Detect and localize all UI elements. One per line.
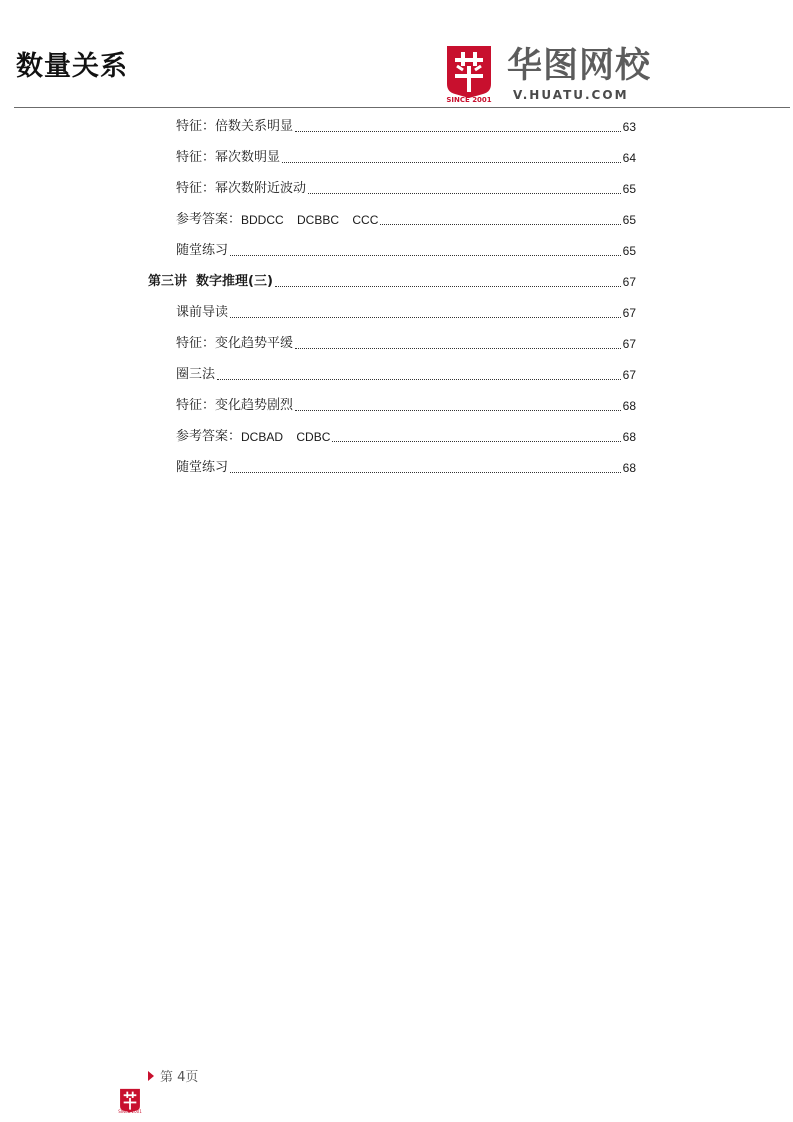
toc-entry-page: 65	[622, 244, 636, 258]
toc-entry-page: 67	[622, 275, 636, 289]
toc-entry-page: 63	[622, 120, 636, 134]
toc-entry[interactable]	[176, 179, 636, 199]
toc-entry-label: 特征：幂次数明显	[176, 150, 281, 165]
toc-leader-dots	[282, 162, 621, 163]
toc-entry-label: 随堂练习	[176, 460, 229, 475]
toc-entry-page: 65	[622, 182, 636, 196]
toc-entry[interactable]	[176, 148, 636, 168]
header-divider	[14, 107, 790, 108]
toc-entry[interactable]	[176, 396, 636, 416]
toc-leader-dots	[275, 286, 621, 287]
logo-since-text: SINCE 2001	[446, 96, 492, 104]
toc-leader-dots	[295, 348, 621, 349]
toc-entry[interactable]	[176, 210, 636, 230]
page-number: 第 4页	[160, 1070, 199, 1085]
toc-entry-page: 65	[622, 213, 636, 227]
toc-entry-page: 67	[622, 368, 636, 382]
toc-entry-label: 参考答案：	[176, 429, 242, 444]
toc-leader-dots	[332, 441, 620, 442]
toc-entry-page: 67	[622, 337, 636, 351]
toc-entry-label: 特征：幂次数附近波动	[176, 181, 307, 196]
toc-entry-answers: BDDCC DCBBC CCC	[241, 213, 379, 227]
toc-entry-answers: DCBAD CDBC	[241, 430, 331, 444]
toc-entry-page: 64	[622, 151, 636, 165]
document-title: 数量关系	[16, 51, 128, 82]
toc-entry-label: 随堂练习	[176, 243, 229, 258]
footer-arrow-icon	[148, 1071, 154, 1081]
toc-entry-label: 特征：变化趋势平缓	[176, 336, 294, 351]
toc-entry-label: 特征：变化趋势剧烈	[176, 398, 294, 413]
toc-leader-dots	[230, 472, 621, 473]
toc-entry[interactable]	[176, 303, 636, 323]
toc-leader-dots	[295, 131, 621, 132]
toc-entry[interactable]	[176, 365, 636, 385]
toc-leader-dots	[295, 410, 621, 411]
toc-entry[interactable]	[176, 458, 636, 478]
toc-entry-label: 课前导读	[176, 305, 229, 320]
toc-entry[interactable]	[148, 272, 636, 292]
logo-url-text: V.HUATU.COM	[513, 88, 629, 102]
toc-leader-dots	[230, 255, 621, 256]
toc-entry-label: 特征：倍数关系明显	[176, 119, 294, 134]
logo-brand-text: 华图网校	[507, 46, 652, 86]
toc-entry-label: 参考答案：	[176, 212, 242, 227]
footer-since-text: SINCE 2001	[118, 1109, 142, 1114]
toc-leader-dots	[230, 317, 621, 318]
toc-leader-dots	[308, 193, 621, 194]
toc-entry[interactable]	[176, 334, 636, 354]
toc-entry-label: 圈三法	[176, 367, 216, 382]
toc-entry-page: 68	[622, 399, 636, 413]
toc-entry-label: 第三讲 数字推理(三)	[148, 274, 273, 289]
toc-entry[interactable]	[176, 117, 636, 137]
toc-entry[interactable]	[176, 241, 636, 261]
toc-entry-page: 68	[622, 430, 636, 444]
toc-leader-dots	[217, 379, 621, 380]
toc-entry[interactable]	[176, 427, 636, 447]
toc-entry-page: 68	[622, 461, 636, 475]
toc-entry-page: 67	[622, 306, 636, 320]
toc-leader-dots	[380, 224, 620, 225]
huatu-logo	[443, 44, 693, 106]
